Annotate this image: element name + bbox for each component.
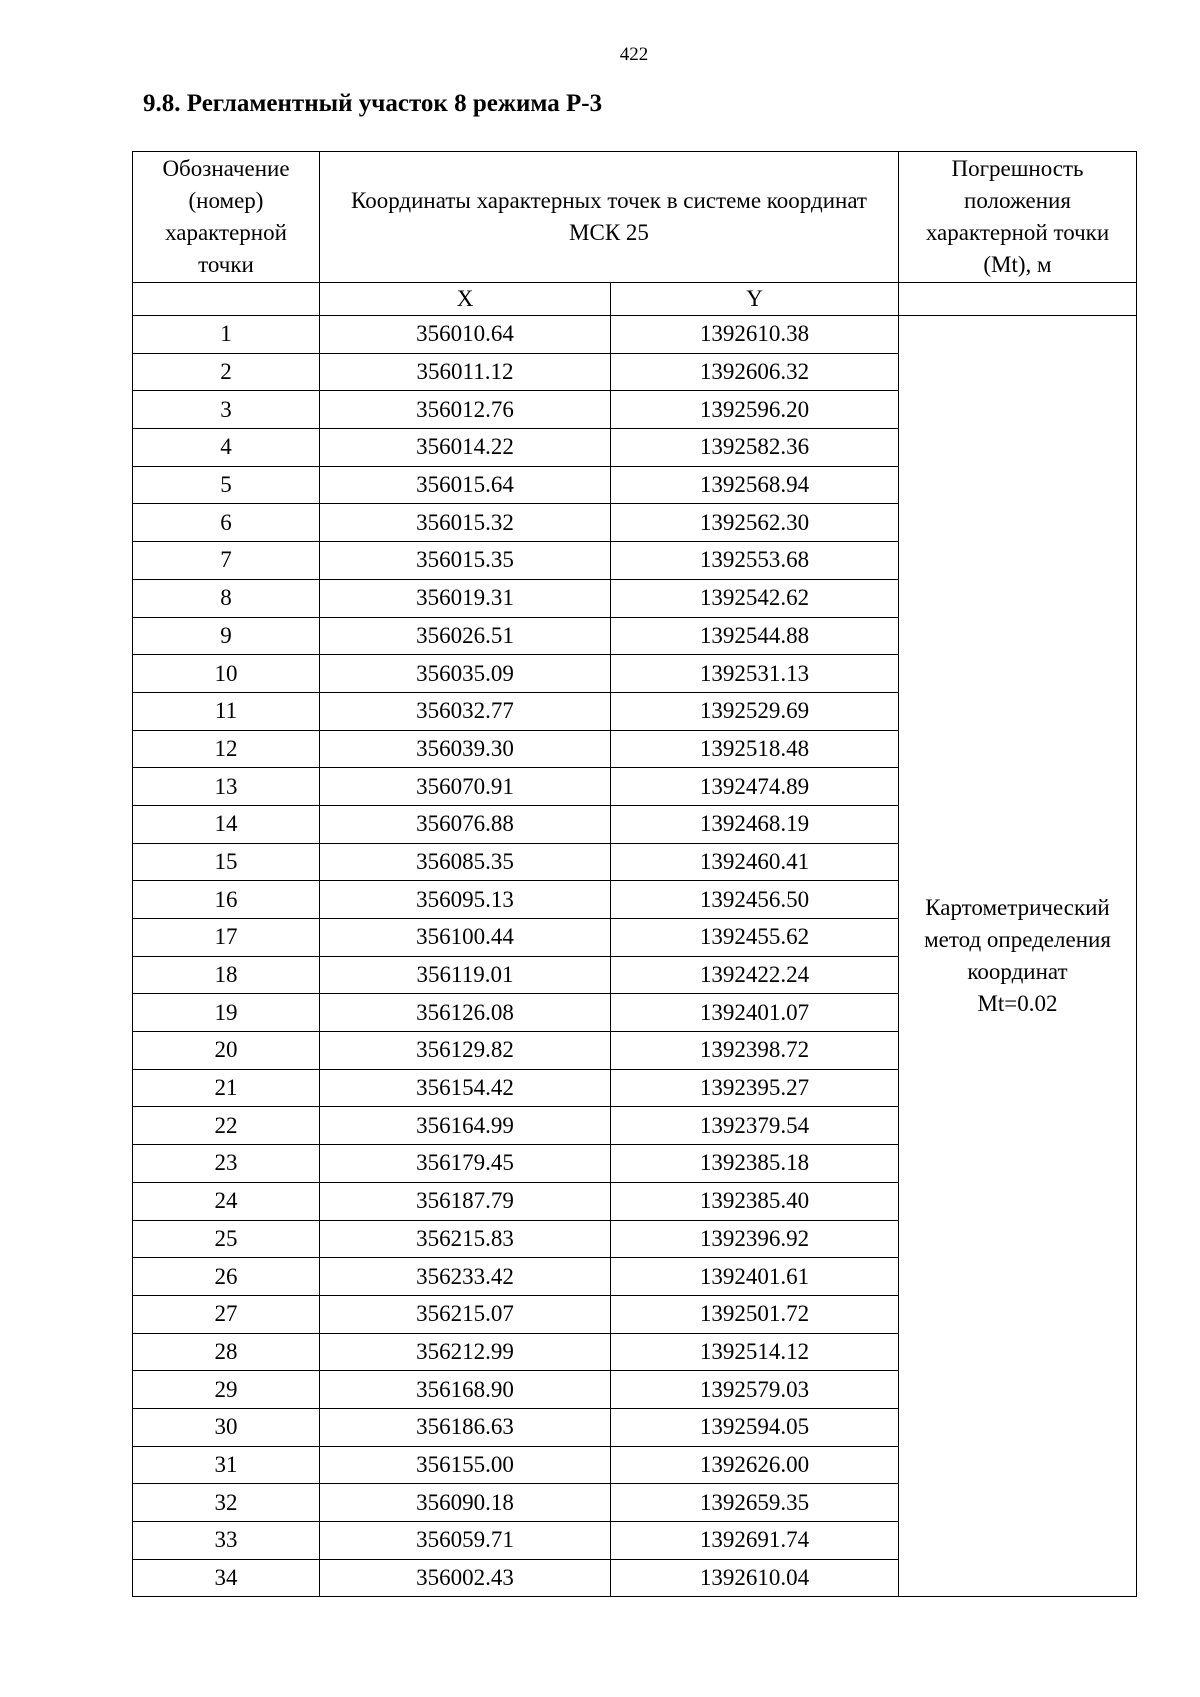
- y-coordinate: 1392568.94: [611, 466, 899, 504]
- header-point-id: Обозначение (номер) характерной точки: [133, 152, 320, 283]
- point-number: 6: [133, 504, 320, 542]
- point-number: 31: [133, 1446, 320, 1484]
- point-number: 23: [133, 1145, 320, 1183]
- point-number: 1: [133, 316, 320, 354]
- y-coordinate: 1392456.50: [611, 881, 899, 919]
- x-coordinate: 356070.91: [320, 768, 611, 806]
- x-coordinate: 356100.44: [320, 919, 611, 957]
- point-number: 19: [133, 994, 320, 1032]
- x-coordinate: 356076.88: [320, 805, 611, 843]
- point-number: 9: [133, 617, 320, 655]
- x-coordinate: 356187.79: [320, 1182, 611, 1220]
- accuracy-line: координат: [967, 959, 1068, 985]
- y-coordinate: 1392610.38: [611, 316, 899, 354]
- y-coordinate: 1392531.13: [611, 655, 899, 693]
- y-coordinate: 1392401.07: [611, 994, 899, 1032]
- y-coordinate: 1392385.18: [611, 1145, 899, 1183]
- x-coordinate: 356186.63: [320, 1408, 611, 1446]
- y-coordinate: 1392691.74: [611, 1522, 899, 1560]
- y-coordinate: 1392553.68: [611, 542, 899, 580]
- accuracy-line: метод определения: [924, 927, 1111, 953]
- point-number: 17: [133, 919, 320, 957]
- x-coordinate: 356002.43: [320, 1559, 611, 1597]
- point-number: 21: [133, 1069, 320, 1107]
- point-number: 10: [133, 655, 320, 693]
- point-number: 34: [133, 1559, 320, 1597]
- accuracy-line: Картометрический: [925, 895, 1110, 921]
- header-y: Y: [611, 283, 899, 316]
- x-coordinate: 356012.76: [320, 391, 611, 429]
- y-coordinate: 1392518.48: [611, 730, 899, 768]
- point-number: 28: [133, 1333, 320, 1371]
- point-number: 14: [133, 805, 320, 843]
- x-coordinate: 356039.30: [320, 730, 611, 768]
- table-body: [133, 316, 1137, 1597]
- point-number: 4: [133, 429, 320, 467]
- point-number: 25: [133, 1220, 320, 1258]
- table-row: [133, 316, 1137, 354]
- point-number: 13: [133, 768, 320, 806]
- y-coordinate: 1392422.24: [611, 956, 899, 994]
- y-coordinate: 1392544.88: [611, 617, 899, 655]
- y-coordinate: 1392514.12: [611, 1333, 899, 1371]
- x-coordinate: 356015.32: [320, 504, 611, 542]
- y-coordinate: 1392396.92: [611, 1220, 899, 1258]
- x-coordinate: 356026.51: [320, 617, 611, 655]
- y-coordinate: 1392594.05: [611, 1408, 899, 1446]
- accuracy-note: [899, 316, 1137, 1597]
- x-coordinate: 356119.01: [320, 956, 611, 994]
- subheader-empty-right: [899, 283, 1137, 316]
- x-coordinate: 356035.09: [320, 655, 611, 693]
- x-coordinate: 356179.45: [320, 1145, 611, 1183]
- point-number: 27: [133, 1295, 320, 1333]
- y-coordinate: 1392468.19: [611, 805, 899, 843]
- x-coordinate: 356168.90: [320, 1371, 611, 1409]
- x-coordinate: 356015.64: [320, 466, 611, 504]
- y-coordinate: 1392395.27: [611, 1069, 899, 1107]
- point-number: 11: [133, 692, 320, 730]
- y-coordinate: 1392582.36: [611, 429, 899, 467]
- point-number: 12: [133, 730, 320, 768]
- y-coordinate: 1392596.20: [611, 391, 899, 429]
- y-coordinate: 1392474.89: [611, 768, 899, 806]
- x-coordinate: 356215.07: [320, 1295, 611, 1333]
- header-coordinates: Координаты характерных точек в системе координат МСК 25: [320, 152, 899, 283]
- x-coordinate: 356126.08: [320, 994, 611, 1032]
- point-number: 7: [133, 542, 320, 580]
- table-subheader-row: [133, 283, 1137, 316]
- y-coordinate: 1392460.41: [611, 843, 899, 881]
- y-coordinate: 1392579.03: [611, 1371, 899, 1409]
- point-number: 18: [133, 956, 320, 994]
- x-coordinate: 356011.12: [320, 353, 611, 391]
- page-number: 422: [619, 44, 649, 65]
- x-coordinate: 356010.64: [320, 316, 611, 354]
- point-number: 32: [133, 1484, 320, 1522]
- point-number: 29: [133, 1371, 320, 1409]
- point-number: 33: [133, 1522, 320, 1560]
- table-header-row: [133, 152, 1137, 283]
- x-coordinate: 356019.31: [320, 579, 611, 617]
- point-number: 5: [133, 466, 320, 504]
- x-coordinate: 356059.71: [320, 1522, 611, 1560]
- x-coordinate: 356085.35: [320, 843, 611, 881]
- section-title: 9.8. Регламентный участок 8 режима Р-3: [143, 90, 603, 117]
- x-coordinate: 356155.00: [320, 1446, 611, 1484]
- point-number: 3: [133, 391, 320, 429]
- y-coordinate: 1392542.62: [611, 579, 899, 617]
- x-coordinate: 356014.22: [320, 429, 611, 467]
- y-coordinate: 1392455.62: [611, 919, 899, 957]
- y-coordinate: 1392501.72: [611, 1295, 899, 1333]
- point-number: 20: [133, 1032, 320, 1070]
- y-coordinate: 1392659.35: [611, 1484, 899, 1522]
- y-coordinate: 1392606.32: [611, 353, 899, 391]
- y-coordinate: 1392401.61: [611, 1258, 899, 1296]
- x-coordinate: 356215.83: [320, 1220, 611, 1258]
- header-x: X: [320, 283, 611, 316]
- x-coordinate: 356154.42: [320, 1069, 611, 1107]
- y-coordinate: 1392398.72: [611, 1032, 899, 1070]
- header-accuracy: Погрешность положения характерной точки (Mt), м: [899, 152, 1137, 283]
- x-coordinate: 356095.13: [320, 881, 611, 919]
- y-coordinate: 1392379.54: [611, 1107, 899, 1145]
- point-number: 2: [133, 353, 320, 391]
- x-coordinate: 356212.99: [320, 1333, 611, 1371]
- x-coordinate: 356129.82: [320, 1032, 611, 1070]
- point-number: 22: [133, 1107, 320, 1145]
- y-coordinate: 1392385.40: [611, 1182, 899, 1220]
- y-coordinate: 1392562.30: [611, 504, 899, 542]
- x-coordinate: 356233.42: [320, 1258, 611, 1296]
- x-coordinate: 356164.99: [320, 1107, 611, 1145]
- coordinates-table: [132, 151, 1137, 1597]
- point-number: 24: [133, 1182, 320, 1220]
- point-number: 30: [133, 1408, 320, 1446]
- y-coordinate: 1392626.00: [611, 1446, 899, 1484]
- point-number: 16: [133, 881, 320, 919]
- x-coordinate: 356032.77: [320, 692, 611, 730]
- point-number: 26: [133, 1258, 320, 1296]
- point-number: 8: [133, 579, 320, 617]
- accuracy-line: Mt=0.02: [977, 991, 1058, 1017]
- y-coordinate: 1392529.69: [611, 692, 899, 730]
- x-coordinate: 356090.18: [320, 1484, 611, 1522]
- subheader-empty-left: [133, 283, 320, 316]
- y-coordinate: 1392610.04: [611, 1559, 899, 1597]
- point-number: 15: [133, 843, 320, 881]
- x-coordinate: 356015.35: [320, 542, 611, 580]
